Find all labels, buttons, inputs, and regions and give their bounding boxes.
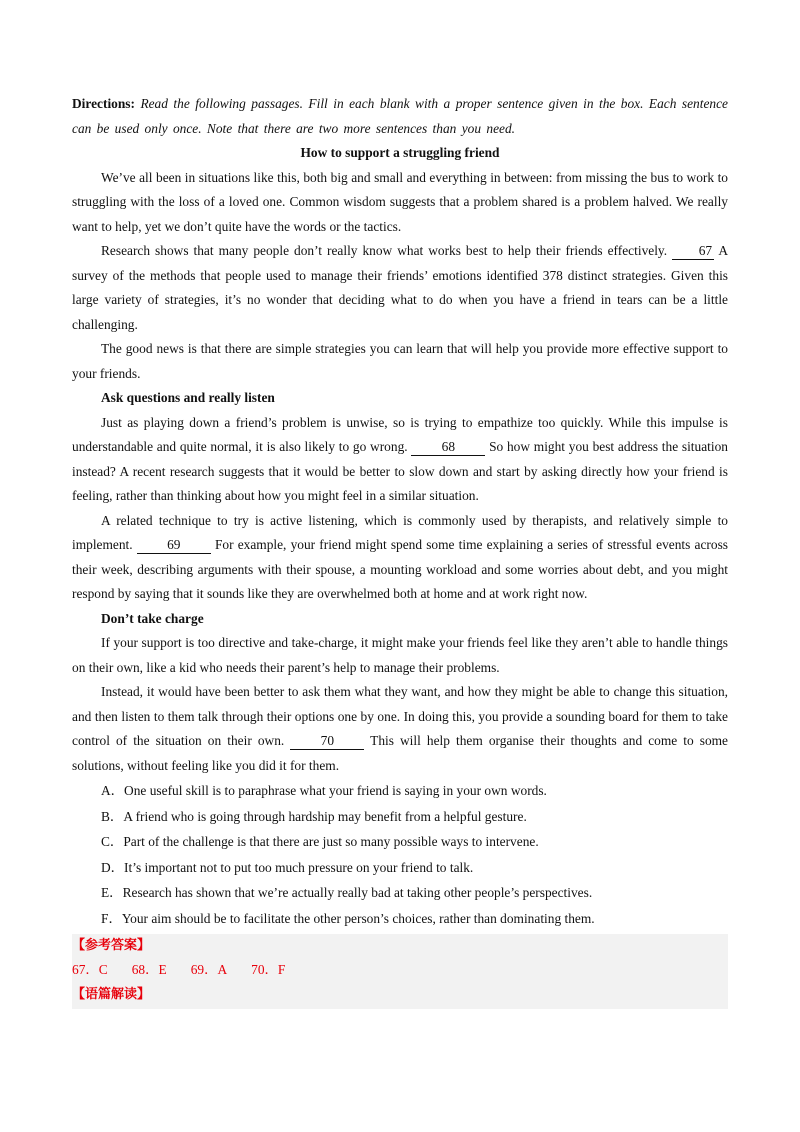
paragraph-1: We’ve all been in situations like this, both big and small and everything in between: from missing the bus to work to struggling with the loss of a loved one. Common wisdom suggests that a problem shared is a problem halved. We really want to help, yet we don’t quite have the words or the tactics. xyxy=(72,169,728,234)
answer-label: 【参考答案】 xyxy=(72,937,151,953)
blank-67: 67 xyxy=(672,242,714,260)
directions-label: Directions: xyxy=(72,96,135,111)
directions-text: Read the following passages. Fill in each blank with a proper sentence given in the box. Each sentence can be used only once. Note that there are two more sentences than you need. xyxy=(72,96,728,136)
paragraph-2-after: A survey of the methods that people used to manage their friends’ emotions identified 378 distinct strategies. Given this large variety of strategies, it’s no wonder that deciding what to do when you have a friend in tears can be a little challenging. xyxy=(72,243,729,332)
answer-list xyxy=(72,958,728,983)
directions xyxy=(72,92,728,141)
paragraph-7-before: Instead, it would have been better to ask them what they want, and how they might be able to change this situation, and then listen to them talk through their options one by one. In doing this, you provide a sounding board for them to take control of the situation on their own. xyxy=(72,684,728,748)
paragraph-2 xyxy=(72,239,728,337)
analysis-label: 【语篇解读】 xyxy=(72,986,151,1002)
option-a: A．One useful skill is to paraphrase what your friend is saying in your own words. xyxy=(101,783,547,798)
blank-68: 68 xyxy=(411,438,485,456)
option-f: F．Your aim should be to facilitate the other person’s choices, rather than dominating them. xyxy=(101,910,595,926)
option-c: C．Part of the challenge is that there are just so many possible ways to intervene. xyxy=(101,834,539,850)
option-d: D．It’s important not to put too much pressure on your friend to talk. xyxy=(101,859,474,875)
blank-70: 70 xyxy=(290,732,364,750)
document-page xyxy=(72,92,728,1009)
answer-70: 70．F xyxy=(251,962,286,978)
section-heading-ask-questions: Ask questions and really listen xyxy=(101,390,275,405)
paragraph-6: If your support is too directive and take-charge, it might make your friends feel like they aren’t able to handle things on their own, like a kid who needs their parent’s help to manage their problems. xyxy=(72,635,728,675)
paragraph-5 xyxy=(72,509,728,607)
paragraph-5-before: A related technique to try is active listening, which is commonly used by therapists, and relatively simple to implement. xyxy=(72,512,728,552)
paragraph-3: The good news is that there are simple strategies you can learn that will help you provide more effective support to your friends. xyxy=(72,341,728,381)
paragraph-5-after: For example, your friend might spend some time explaining a series of stressful events across their week, describing arguments with their spouse, a mounting workload and some worries about debt, and you might respond by saying that it sounds like they are overwhelmed both at home and at work right now. xyxy=(72,537,728,601)
paragraph-4-before: Just as playing down a friend’s problem is unwise, so is trying to empathize too quickly. While this impulse is understandable and quite normal, it is also likely to go wrong. xyxy=(72,414,728,454)
paragraph-4-after: So how might you best address the situation instead? A recent research suggests that it would be better to slow down and start by asking directly how your friend is feeling, rather than thinking about how you might feel in a similar situation. xyxy=(72,439,728,503)
paragraph-2-before: Research shows that many people don’t really know what works best to help their friends effectively. xyxy=(101,243,673,258)
section-heading-dont-take-charge: Don’t take charge xyxy=(101,610,204,626)
paragraph-7-after: This will help them organise their thoughts and come to some solutions, without feeling like you did it for them. xyxy=(72,733,728,773)
paragraph-7 xyxy=(72,680,728,778)
answer-68: 68．E xyxy=(131,962,167,978)
passage-title: How to support a struggling friend xyxy=(300,145,500,160)
answer-67: 67．C xyxy=(72,962,108,978)
answer-69: 69．A xyxy=(190,962,228,978)
blank-69: 69 xyxy=(137,536,211,554)
paragraph-4 xyxy=(72,411,728,509)
option-b: B．A friend who is going through hardship may benefit from a helpful gesture. xyxy=(101,808,527,824)
answer-section xyxy=(72,934,728,1010)
option-e: E．Research has shown that we’re actually really bad at taking other people’s perspectives. xyxy=(101,885,593,901)
